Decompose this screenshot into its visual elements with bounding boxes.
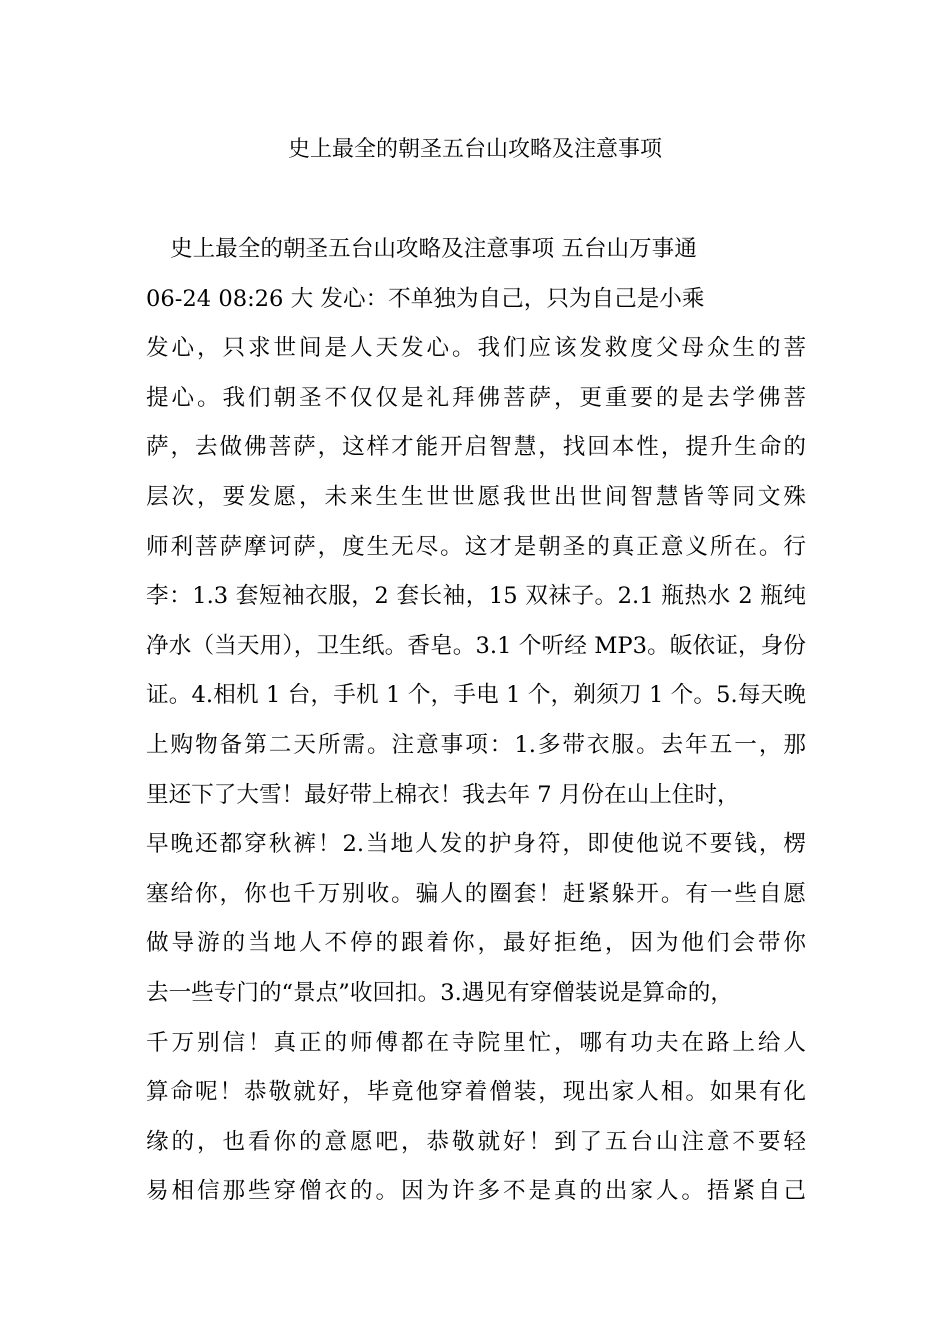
body-line: 早晚还都穿秋裤！2.当地人发的护身符，即使他说不要钱，楞 — [146, 831, 806, 858]
body-line: 萨，去做佛菩萨，这样才能开启智慧，找回本性，提升生命的 — [146, 434, 806, 461]
body-line: 证。4.相机 1 台，手机 1 个，手电 1 个，剃须刀 1 个。5.每天晚 — [146, 682, 806, 709]
body-line: 千万别信！真正的师傅都在寺院里忙，哪有功夫在路上给人 — [146, 1029, 806, 1056]
body-line: 塞给你，你也千万别收。骗人的圈套！赶紧躲开。有一些自愿 — [146, 880, 806, 907]
body-line: 李：1.3 套短袖衣服，2 套长袖，15 双袜子。2.1 瓶热水 2 瓶纯 — [146, 583, 806, 610]
body-line: 易相信那些穿僧衣的。因为许多不是真的出家人。捂紧自己 — [146, 1178, 806, 1205]
body-line: 算命呢！恭敬就好，毕竟他穿着僧装，现出家人相。如果有化 — [146, 1079, 806, 1106]
body-line: 层次，要发愿，未来生生世世愿我世出世间智慧皆等同文殊 — [146, 483, 806, 510]
body-line: 净水（当天用），卫生纸。香皂。3.1 个听经 MP3。皈依证，身份 — [146, 632, 806, 659]
document-title: 史上最全的朝圣五台山攻略及注意事项 — [287, 137, 662, 162]
body-line: 缘的，也看你的意愿吧，恭敬就好！到了五台山注意不要轻 — [146, 1128, 806, 1155]
body-line: 里还下了大雪！最好带上棉衣！我去年 7 月份在山上住时， — [146, 781, 740, 808]
body-line: 发心，只求世间是人天发心。我们应该发救度父母众生的菩 — [146, 335, 806, 362]
body-line: 史上最全的朝圣五台山攻略及注意事项 五台山万事通 — [170, 236, 697, 262]
body-line: 上购物备第二天所需。注意事项：1.多带衣服。去年五一，那 — [146, 731, 806, 758]
body-line: 06-24 08:26 大 发心：不单独为自己，只为自己是小乘 — [146, 285, 705, 312]
body-line: 师利菩萨摩诃萨，度生无尽。这才是朝圣的真正意义所在。行 — [146, 533, 806, 560]
body-line: 提心。我们朝圣不仅仅是礼拜佛菩萨，更重要的是去学佛菩 — [146, 384, 806, 411]
body-line: 做导游的当地人不停的跟着你，最好拒绝，因为他们会带你 — [146, 930, 806, 957]
body-line: 去一些专门的“景点”收回扣。3.遇见有穿僧装说是算命的， — [146, 979, 733, 1006]
document-body — [146, 231, 806, 1223]
